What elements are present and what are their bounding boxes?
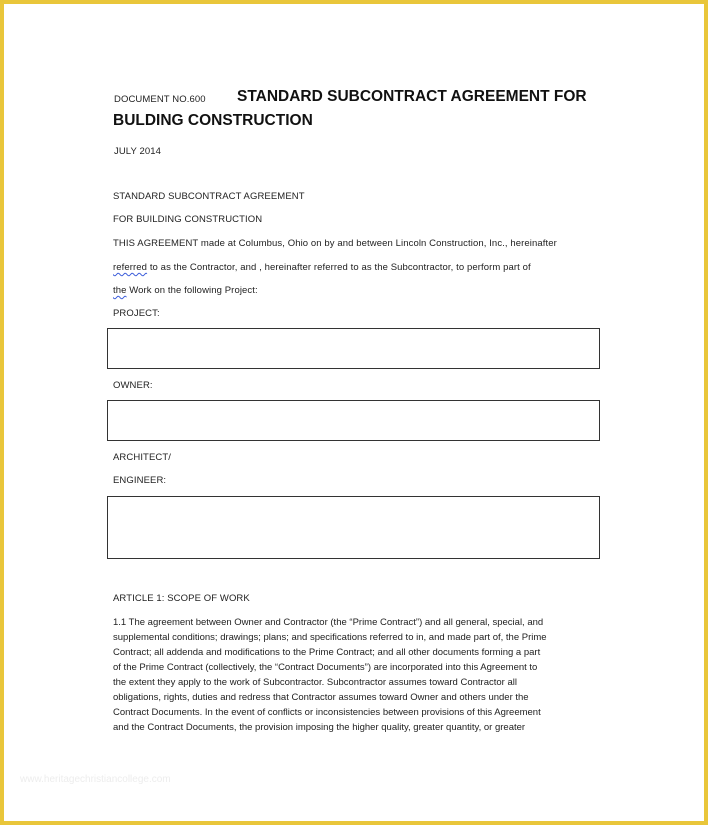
paragraph-line: of the Prime Contract (collectively, the “Contract Documents”) are incorporated into this Agreement to — [113, 662, 538, 673]
paragraph-line: 1.1 The agreement between Owner and Contractor (the “Prime Contract”) and all general, special, and — [113, 617, 544, 628]
document-page — [4, 4, 704, 821]
document-title-line2: BULDING CONSTRUCTION — [113, 112, 313, 129]
engineer-label: ENGINEER: — [113, 475, 167, 486]
owner-field[interactable] — [107, 400, 600, 441]
intro-line-1: STANDARD SUBCONTRACT AGREEMENT — [113, 191, 305, 202]
document-number: DOCUMENT NO.600 — [114, 94, 206, 105]
project-label: PROJECT: — [113, 308, 160, 319]
watermark: www.heritagechristiancollege.com — [20, 774, 171, 785]
intro-line-3: THIS AGREEMENT made at Columbus, Ohio on by and between Lincoln Construction, Inc., hereinafter — [113, 238, 557, 249]
paragraph-line: and the Contract Documents, the provision imposing the higher quality, greater quantity, or greater — [113, 722, 526, 733]
project-field[interactable] — [107, 328, 600, 369]
owner-label: OWNER: — [113, 380, 153, 391]
spellcheck-word-referred: referred — [113, 262, 148, 273]
intro-line-4: referred to as the Contractor, and , hereinafter referred to as the Subcontractor, to perform part of — [113, 262, 531, 273]
architect-label: ARCHITECT/ — [113, 452, 171, 463]
article-1-paragraph — [113, 615, 603, 735]
architect-engineer-field[interactable] — [107, 496, 600, 559]
paragraph-line: the extent they apply to the work of Subcontractor. Subcontractor assumes toward Contractor all — [113, 677, 517, 688]
paragraph-line: supplemental conditions; drawings; plans; and specifications referred to in, and made part of, the Prime — [113, 632, 547, 643]
spellcheck-word-the: the — [113, 285, 127, 296]
intro-line-5: the Work on the following Project: — [113, 285, 258, 296]
paragraph-line: obligations, rights, duties and redress that Contractor assumes toward Owner and others under the — [113, 692, 529, 703]
document-title-line1: STANDARD SUBCONTRACT AGREEMENT FOR — [237, 88, 587, 105]
article-1-heading: ARTICLE 1: SCOPE OF WORK — [113, 593, 250, 604]
paragraph-line: Contract Documents. In the event of conflicts or inconsistencies between provisions of this Agreement — [113, 707, 541, 718]
intro-line-2: FOR BUILDING CONSTRUCTION — [113, 214, 263, 225]
document-date: JULY 2014 — [114, 146, 162, 157]
paragraph-line: Contract; all addenda and modifications to the Prime Contract; and all other documents forming a part — [113, 647, 541, 658]
